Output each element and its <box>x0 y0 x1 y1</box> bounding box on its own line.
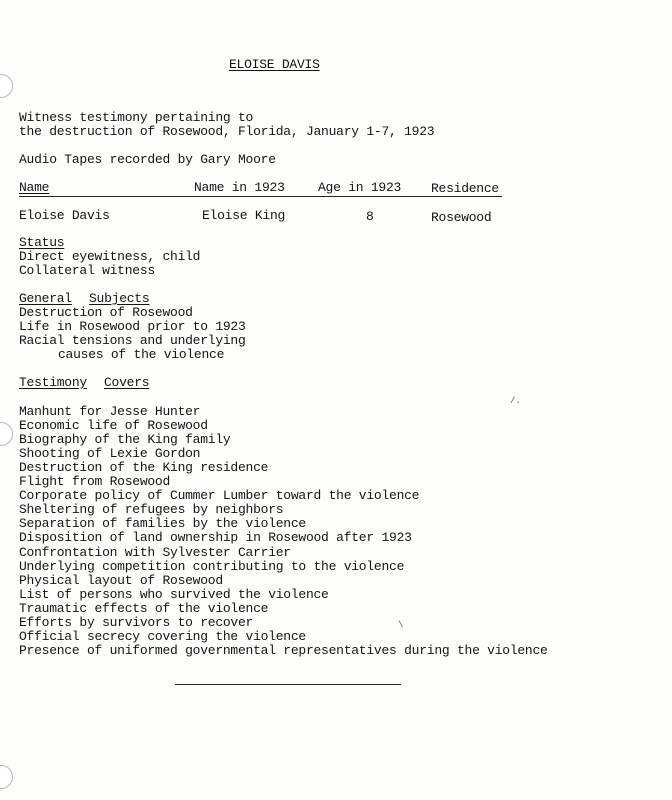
column-header-rule <box>19 196 502 197</box>
testimony-item: Presence of uniformed governmental representatives during the violence <box>19 643 548 658</box>
column-header-name: Name <box>19 180 50 195</box>
general-subject-item: Life in Rosewood prior to 1923 <box>19 319 246 334</box>
testimony-item: Destruction of the King residence <box>19 460 269 475</box>
column-header-age-1923: Age in 1923 <box>318 180 402 195</box>
testimony-item: List of persons who survived the violence <box>19 587 329 602</box>
column-header-residence: Residence <box>431 181 499 196</box>
document-title: ELOISE DAVIS <box>229 57 320 72</box>
witness-age-1923: 8 <box>366 209 374 224</box>
subtitle-line-1: Witness testimony pertaining to <box>19 110 254 125</box>
status-item: Collateral witness <box>19 263 155 278</box>
testimony-item: Shooting of Lexie Gordon <box>19 446 201 461</box>
testimony-item: Physical layout of Rosewood <box>19 573 223 588</box>
general-subjects-heading-word1: General <box>19 291 72 306</box>
testimony-item: Flight from Rosewood <box>19 474 171 489</box>
testimony-item: Efforts by survivors to recover <box>19 615 254 630</box>
testimony-heading-word1: Testimony <box>19 375 87 390</box>
testimony-heading-word2: Covers <box>104 375 150 390</box>
closing-rule <box>175 684 401 685</box>
testimony-item: Sheltering of refugees by neighbors <box>19 502 284 517</box>
general-subject-item: Destruction of Rosewood <box>19 305 193 320</box>
testimony-item: Disposition of land ownership in Rosewood after 1923 <box>19 530 412 545</box>
testimony-item: Corporate policy of Cummer Lumber toward the violence <box>19 488 420 503</box>
testimony-item: Biography of the King family <box>19 432 231 447</box>
general-subjects-heading-word2: Subjects <box>89 291 150 306</box>
status-item: Direct eyewitness, child <box>19 249 201 264</box>
testimony-item: Separation of families by the violence <box>19 516 306 531</box>
recorded-by: Audio Tapes recorded by Gary Moore <box>19 152 276 167</box>
testimony-item: Economic life of Rosewood <box>19 418 208 433</box>
testimony-item: Traumatic effects of the violence <box>19 601 269 616</box>
punch-hole-bottom <box>0 765 13 789</box>
testimony-item: Confrontation with Sylvester Carrier <box>19 545 291 560</box>
punch-hole-top <box>0 74 13 98</box>
speck-mark: /. <box>510 396 521 406</box>
general-subject-item: Racial tensions and underlying <box>19 333 246 348</box>
testimony-item: Manhunt for Jesse Hunter <box>19 404 201 419</box>
testimony-item: Official secrecy covering the violence <box>19 629 306 644</box>
witness-name: Eloise Davis <box>19 208 110 223</box>
status-heading: Status <box>19 235 65 250</box>
testimony-item: Underlying competition contributing to the violence <box>19 559 405 574</box>
column-header-name-1923: Name in 1923 <box>194 180 285 195</box>
subtitle-line-2: the destruction of Rosewood, Florida, January 1-7, 1923 <box>19 124 435 139</box>
general-subject-item: causes of the violence <box>58 347 225 362</box>
witness-residence: Rosewood <box>431 210 492 225</box>
witness-name-1923: Eloise King <box>202 208 286 223</box>
punch-hole-middle <box>0 422 13 446</box>
speck-mark: \ <box>398 620 404 630</box>
